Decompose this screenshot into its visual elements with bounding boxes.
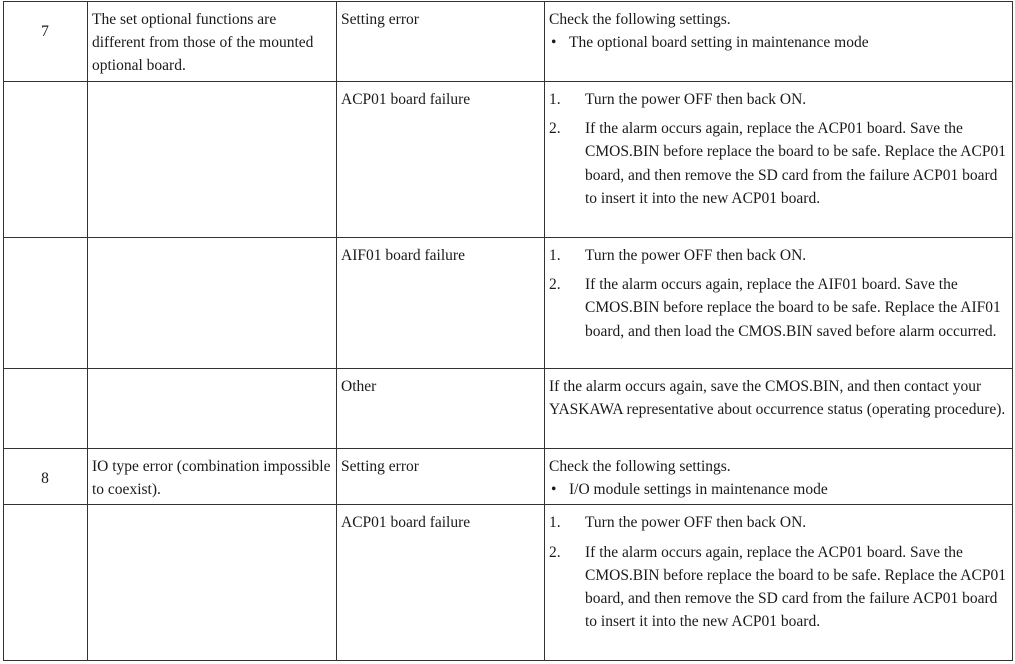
remedy-bullet-text: The optional board setting in maintenance mode — [569, 34, 869, 52]
empty-cell — [4, 238, 88, 369]
alarm-remedy: If the alarm occurs again, save the CMOS.BIN, and then contact your YASKAWA representative about occurrence status (operating procedure). — [545, 369, 1013, 449]
empty-cell — [88, 238, 337, 369]
bullet-icon: • — [551, 34, 557, 52]
remedy-steps — [549, 88, 1007, 210]
table-row — [4, 82, 1013, 238]
step-text: If the alarm occurs again, replace the ACP01 board. Save the CMOS.BIN before replace the board to be safe. Replace the ACP01 board, and then remove the SD card from the failure ACP01 board to insert it into the new ACP01 board. — [585, 120, 1006, 207]
empty-cell — [4, 82, 88, 238]
remedy-step — [549, 244, 1007, 267]
alarm-number: 8 — [4, 449, 88, 505]
alarm-condition: The set optional functions are different from those of the mounted optional board. — [88, 2, 337, 82]
table-row — [4, 449, 1013, 505]
empty-cell — [88, 505, 337, 661]
remedy-step — [549, 541, 1007, 634]
table-row — [4, 238, 1013, 369]
remedy-step — [549, 273, 1007, 343]
table-row — [4, 369, 1013, 449]
empty-cell — [88, 369, 337, 449]
alarm-condition: IO type error (combination impossible to coexist). — [88, 449, 337, 505]
step-number: 1. — [549, 91, 561, 108]
step-number: 1. — [549, 247, 561, 264]
remedy-step — [549, 88, 1007, 111]
alarm-remedy — [545, 505, 1013, 661]
alarm-remedy — [545, 238, 1013, 369]
table-row — [4, 505, 1013, 661]
step-text: Turn the power OFF then back ON. — [585, 514, 807, 532]
step-number: 1. — [549, 514, 561, 532]
alarm-cause: AIF01 board failure — [337, 238, 545, 369]
bullet-icon: • — [551, 481, 557, 499]
step-number: 2. — [549, 543, 561, 561]
remedy-bullet-item — [549, 478, 1007, 501]
step-text: Turn the power OFF then back ON. — [585, 247, 807, 264]
alarm-cause: ACP01 board failure — [337, 505, 545, 661]
alarm-remedy — [545, 449, 1013, 505]
alarm-number: 7 — [4, 2, 88, 82]
alarm-cause: Setting error — [337, 449, 545, 505]
step-number: 2. — [549, 120, 561, 138]
step-number: 2. — [549, 276, 561, 294]
remedy-intro: Check the following settings. — [549, 11, 731, 28]
alarm-cause: Setting error — [337, 2, 545, 82]
remedy-steps — [549, 244, 1007, 343]
alarm-cause: Other — [337, 369, 545, 449]
remedy-step — [549, 117, 1007, 210]
alarm-remedy — [545, 2, 1013, 82]
remedy-bullet-text: I/O module settings in maintenance mode — [569, 481, 828, 499]
table-row — [4, 2, 1013, 82]
alarm-cause: ACP01 board failure — [337, 82, 545, 238]
remedy-step — [549, 511, 1007, 534]
alarm-remedy-table — [3, 1, 1013, 661]
empty-cell — [88, 82, 337, 238]
remedy-steps — [549, 511, 1007, 633]
empty-cell — [4, 505, 88, 661]
step-text: If the alarm occurs again, replace the AIF01 board. Save the CMOS.BIN before replace the board to be safe. Replace the AIF01 board, and then load the CMOS.BIN saved before alarm occurred. — [585, 276, 1001, 340]
alarm-remedy — [545, 82, 1013, 238]
empty-cell — [4, 369, 88, 449]
remedy-bullet-item — [549, 31, 1007, 54]
step-text: Turn the power OFF then back ON. — [585, 91, 807, 108]
remedy-intro: Check the following settings. — [549, 458, 731, 475]
step-text: If the alarm occurs again, replace the ACP01 board. Save the CMOS.BIN before replace the board to be safe. Replace the ACP01 board, and then remove the SD card from the failure ACP01 board to insert it into the new ACP01 board. — [585, 543, 1006, 631]
